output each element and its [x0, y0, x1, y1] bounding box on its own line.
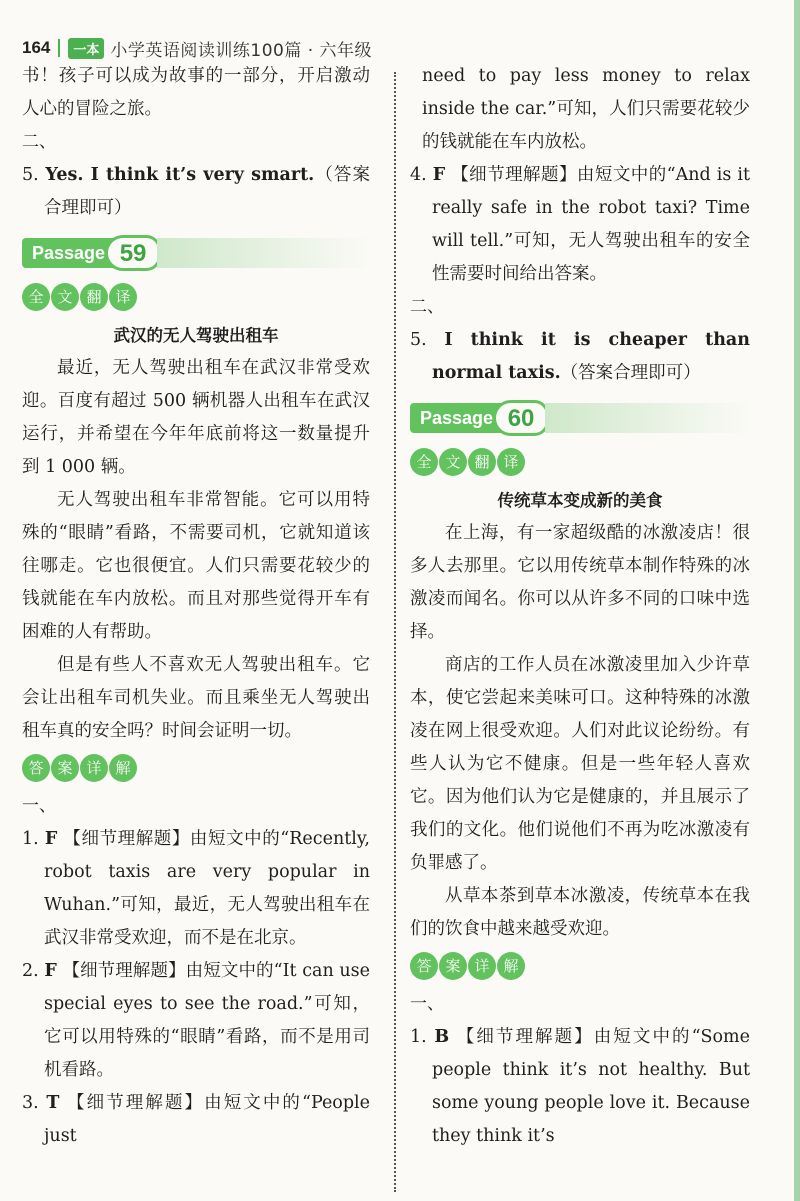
translation-paragraph: 无人驾驶出租车非常智能。它可以用特殊的“眼睛”看路，不需要司机，它就知道该往哪走。它也很便宜。人们只需要花较少的钱就能在车内放松。而且对那些觉得开车有困难的人有帮助。 — [22, 490, 370, 642]
passage-label: Passage — [410, 403, 503, 433]
continued-paragraph: need to pay less money to relax inside the car.”可知，人们只需要花较少的钱就能在车内放松。 — [422, 66, 750, 152]
badge-char: 案 — [51, 754, 79, 782]
answer-item-1: 1. B 【细节理解题】由短文中的“Some people think it’s not healthy. But some young people love it. Because they think it’s — [410, 1027, 750, 1146]
badge-char: 译 — [497, 448, 525, 476]
left-column — [22, 60, 370, 1153]
badge-char: 案 — [439, 952, 467, 980]
brand-logo: 一本 — [68, 38, 104, 59]
translation-paragraph: 从草本茶到草本冰激凌，传统草本在我们的饮食中越来越受欢迎。 — [410, 886, 750, 939]
translation-paragraph: 但是有些人不喜欢无人驾驶出租车。它会让出租车司机失业。而且乘坐无人驾驶出租车真的安全吗？时间会证明一切。 — [22, 655, 370, 741]
badge-char: 详 — [80, 754, 108, 782]
badge-char: 全 — [22, 283, 50, 311]
page-edge-tab — [794, 0, 800, 1201]
answer-badge — [22, 754, 370, 782]
translation-paragraph: 在上海，有一家超级酷的冰激凌店！很多人去那里。它以用传统草本制作特殊的冰激凌而闻名。你可以从许多不同的口味中选择。 — [410, 523, 750, 642]
passage-number: 60 — [493, 400, 549, 436]
badge-char: 文 — [51, 283, 79, 311]
badge-char: 翻 — [468, 448, 496, 476]
badge-char: 译 — [109, 283, 137, 311]
passage-60-banner — [410, 398, 750, 438]
badge-char: 解 — [109, 754, 137, 782]
column-divider — [394, 72, 396, 1192]
translation-title: 武汉的无人驾驶出租车 — [113, 326, 279, 345]
badge-char: 答 — [410, 952, 438, 980]
answer-note: （答案合理即可） — [560, 363, 701, 383]
badge-char: 翻 — [80, 283, 108, 311]
answer-badge — [410, 952, 750, 980]
book-title: 小学英语阅读训练100篇 · 六年级 — [110, 40, 373, 61]
translation-paragraph: 商店的工作人员在冰激凌里加入少许草本，使它尝起来美味可口。这种特殊的冰激凌在网上很受欢迎。人们对此议论纷纷。有些人认为它不健康。但是一些年轻人喜欢它。因为他们认为它是健康的，并且展示了我们的文化。他们说他们不再为吃冰激凌有负罪感了。 — [410, 655, 750, 873]
question-5: 5. Yes. I think it’s very smart.（答案合理即可） — [22, 165, 370, 218]
section-one-heading: 一、 — [410, 994, 444, 1014]
translation-title: 传统草本变成新的美食 — [497, 491, 663, 510]
translation-badge — [22, 283, 370, 311]
answer-note: （答案合理即可） — [44, 165, 370, 218]
badge-char: 文 — [439, 448, 467, 476]
badge-char: 答 — [22, 754, 50, 782]
translation-paragraph: 最近，无人驾驶出租车在武汉非常受欢迎。百度有超过 500 辆机器人出租车在武汉运行，并希望在今年年底前将这一数量提升到 1 000 辆。 — [22, 358, 370, 477]
page-header — [22, 34, 372, 62]
section-two-heading: 二、 — [410, 297, 444, 317]
passage-number: 59 — [105, 235, 161, 271]
badge-char: 详 — [468, 952, 496, 980]
section-one-heading: 一、 — [22, 796, 56, 816]
header-separator — [58, 39, 60, 57]
passage-59-banner — [22, 233, 370, 273]
badge-char: 解 — [497, 952, 525, 980]
answer-text: I think it is cheaper than normal taxis. — [432, 330, 750, 383]
passage-label: Passage — [22, 238, 115, 268]
answer-text: Yes. I think it’s very smart. — [45, 165, 315, 185]
banner-fade — [545, 403, 750, 433]
continued-paragraph: 书！孩子可以成为故事的一部分，开启激动人心的冒险之旅。 — [22, 66, 370, 119]
answer-item-2: 2. F 【细节理解题】由短文中的“It can use special eyes to see the road.”可知，它可以用特殊的“眼睛”看路，而不是用司机看路。 — [22, 961, 370, 1080]
answer-item-3: 3. T 【细节理解题】由短文中的“People just — [22, 1093, 370, 1146]
banner-fade — [157, 238, 370, 268]
badge-char: 全 — [410, 448, 438, 476]
section-two-heading: 二、 — [22, 132, 56, 152]
page-number: 164 — [22, 38, 51, 57]
answer-item-1: 1. F 【细节理解题】由短文中的“Recently, robot taxis are very popular in Wuhan.”可知，最近，无人驾驶出租车在武汉非常受欢迎，而不是在北京。 — [22, 829, 370, 948]
translation-badge — [410, 448, 750, 476]
answer-item-4: 4. F 【细节理解题】由短文中的“And is it really safe in the robot taxi? Time will tell.”可知，无人驾驶出租车的安全性需要时间给出答案。 — [410, 165, 750, 284]
question-5: 5. I think it is cheaper than normal taxis.（答案合理即可） — [410, 330, 750, 383]
right-column — [410, 60, 750, 1153]
